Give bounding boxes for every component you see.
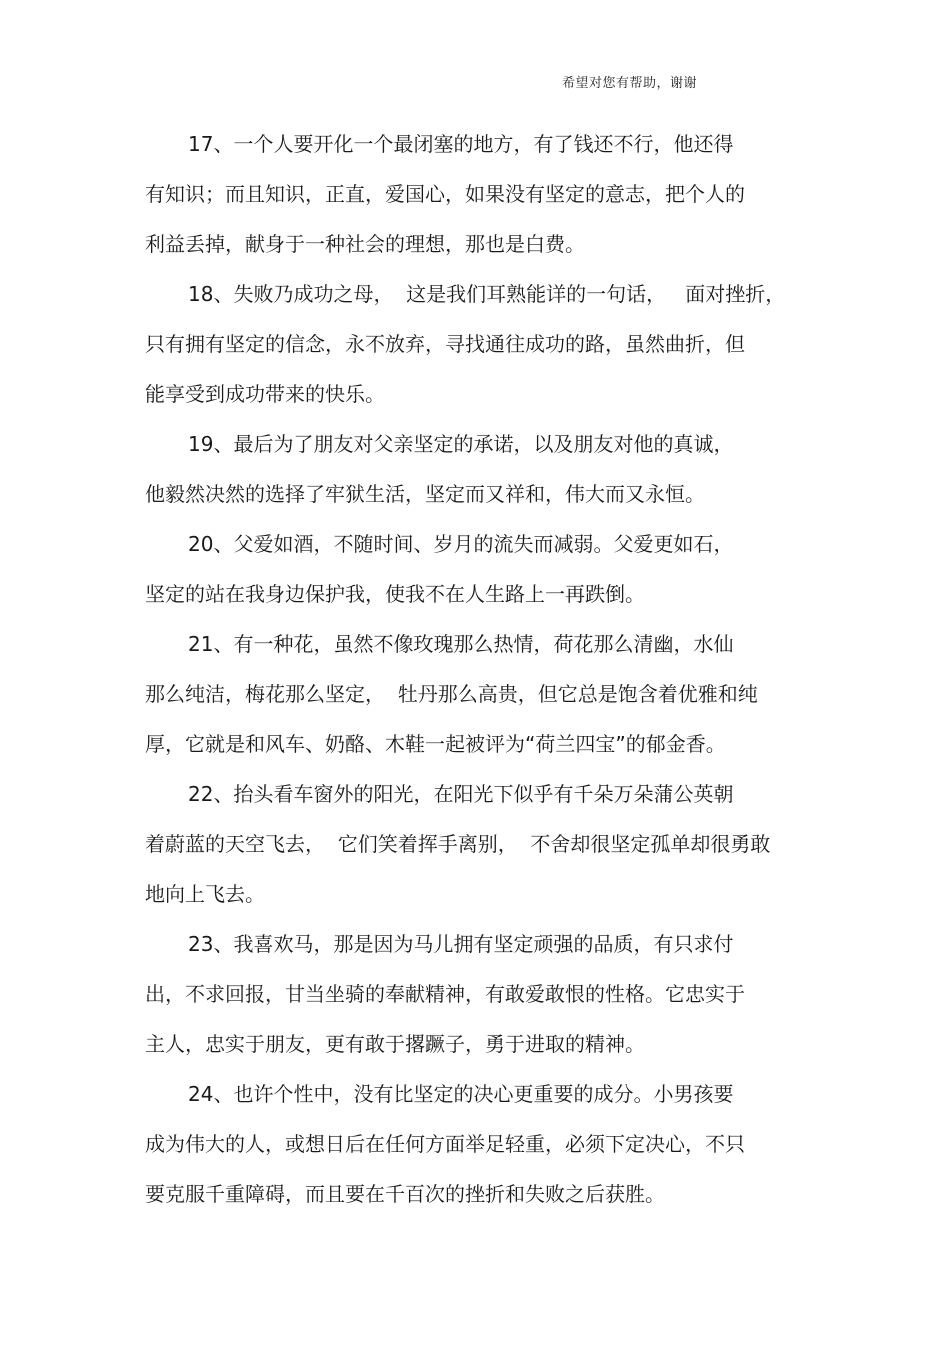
paragraph-20-line-2: 坚定的站在我身边保护我，使我不在人生路上一再跌倒。 [145, 582, 645, 606]
paragraph-18-line-3: 能享受到成功带来的快乐。 [145, 382, 385, 406]
paragraph-21-line-3: 厚，它就是和风车、奶酪、木鞋一起被评为“荷兰四宝”的郁金香。 [145, 732, 726, 756]
header-note: 希望对您有帮助，谢谢 [562, 76, 698, 91]
paragraph-23-line-2: 出，不求回报，甘当坐骑的奉献精神，有敢爱敢恨的性格。它忠实于 [145, 982, 745, 1006]
paragraph-22-line-2: 着蔚蓝的天空飞去， 它们笑着挥手离别， 不舍却很坚定孤单却很勇敢 [145, 832, 771, 856]
paragraph-22-line-1: 22、抬头看车窗外的阳光，在阳光下似乎有千朵万朵蒲公英朝 [188, 782, 734, 806]
paragraph-18-line-1: 18、失败乃成功之母， 这是我们耳熟能详的一句话， 面对挫折， [188, 282, 786, 306]
paragraph-21-line-1: 21、有一种花，虽然不像玫瑰那么热情，荷花那么清幽，水仙 [188, 632, 734, 656]
paragraph-17-line-2: 有知识；而且知识，正直，爱国心，如果没有坚定的意志，把个人的 [145, 182, 745, 206]
paragraph-21-line-2: 那么纯洁，梅花那么坚定， 牡丹那么高贵，但它总是饱含着优雅和纯 [145, 682, 758, 706]
paragraph-17-line-3: 利益丢掉，献身于一种社会的理想，那也是白费。 [145, 232, 585, 256]
paragraph-23-line-1: 23、我喜欢马，那是因为马儿拥有坚定顽强的品质，有只求付 [188, 932, 734, 956]
paragraph-23-line-3: 主人，忠实于朋友，更有敢于撂蹶子，勇于进取的精神。 [145, 1032, 645, 1056]
paragraph-24-line-2: 成为伟大的人，或想日后在任何方面举足轻重，必须下定决心，不只 [145, 1132, 745, 1156]
paragraph-19-line-2: 他毅然决然的选择了牢狱生活，坚定而又祥和，伟大而又永恒。 [145, 482, 705, 506]
paragraph-20-line-1: 20、父爱如酒，不随时间、岁月的流失而减弱。父爱更如石， [188, 532, 734, 556]
paragraph-19-line-1: 19、最后为了朋友对父亲坚定的承诺，以及朋友对他的真诚， [188, 432, 734, 456]
paragraph-17-line-1: 17、一个人要开化一个最闭塞的地方，有了钱还不行，他还得 [188, 132, 734, 156]
paragraph-22-line-3: 地向上飞去。 [145, 882, 265, 906]
paragraph-24-line-1: 24、也许个性中，没有比坚定的决心更重要的成分。小男孩要 [188, 1082, 734, 1106]
paragraph-24-line-3: 要克服千重障碍，而且要在千百次的挫折和失败之后获胜。 [145, 1182, 665, 1206]
paragraph-18-line-2: 只有拥有坚定的信念，永不放弃，寻找通往成功的路，虽然曲折，但 [145, 332, 745, 356]
